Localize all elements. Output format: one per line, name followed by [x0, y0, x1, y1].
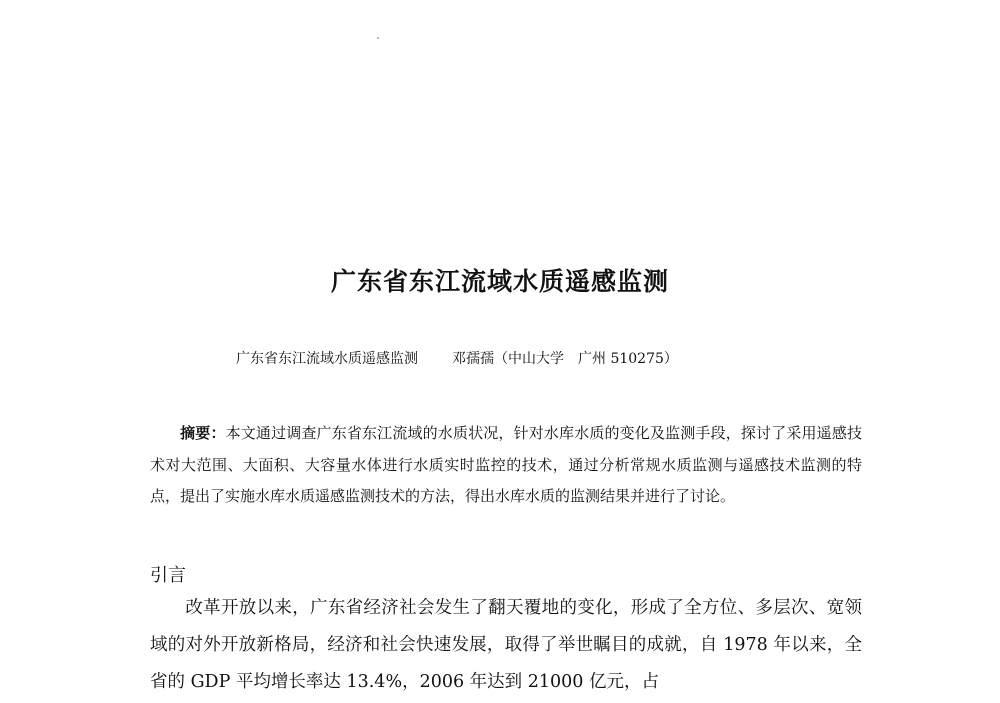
- scan-speck: [377, 37, 379, 39]
- byline-title: 广东省东江流域水质遥感监测: [236, 351, 418, 367]
- section-heading-introduction: 引言: [150, 565, 186, 586]
- byline-author-affiliation: 邓孺孺（中山大学 广州 510275）: [452, 351, 678, 367]
- abstract-text: 本文通过调查广东省东江流域的水质状况，针对水库水质的变化及监测手段，探讨了采用遥感技术对大范围、大面积、大容量水体进行水质实时监控的技术，通过分析常规水质监测与遥感技术监测的特点，提出了实施水库水质遥感监测技术的方法，得出水库水质的监测结果并进行了讨论。: [150, 424, 862, 505]
- byline: [236, 348, 836, 368]
- introduction-paragraph: [150, 590, 862, 701]
- abstract: [150, 418, 862, 513]
- paper-title: 广东省东江流域水质遥感监测: [330, 267, 669, 296]
- abstract-label: 摘要：: [180, 424, 226, 442]
- introduction-text: 改革开放以来，广东省经济社会发生了翻天覆地的变化，形成了全方位、多层次、宽领域的对外开放新格局，经济和社会快速发展，取得了举世瞩目的成就，自 1978 年以来，全省的 GDP 平均增长率达 13.4%，2006 年达到 21000 亿元，占: [150, 598, 862, 692]
